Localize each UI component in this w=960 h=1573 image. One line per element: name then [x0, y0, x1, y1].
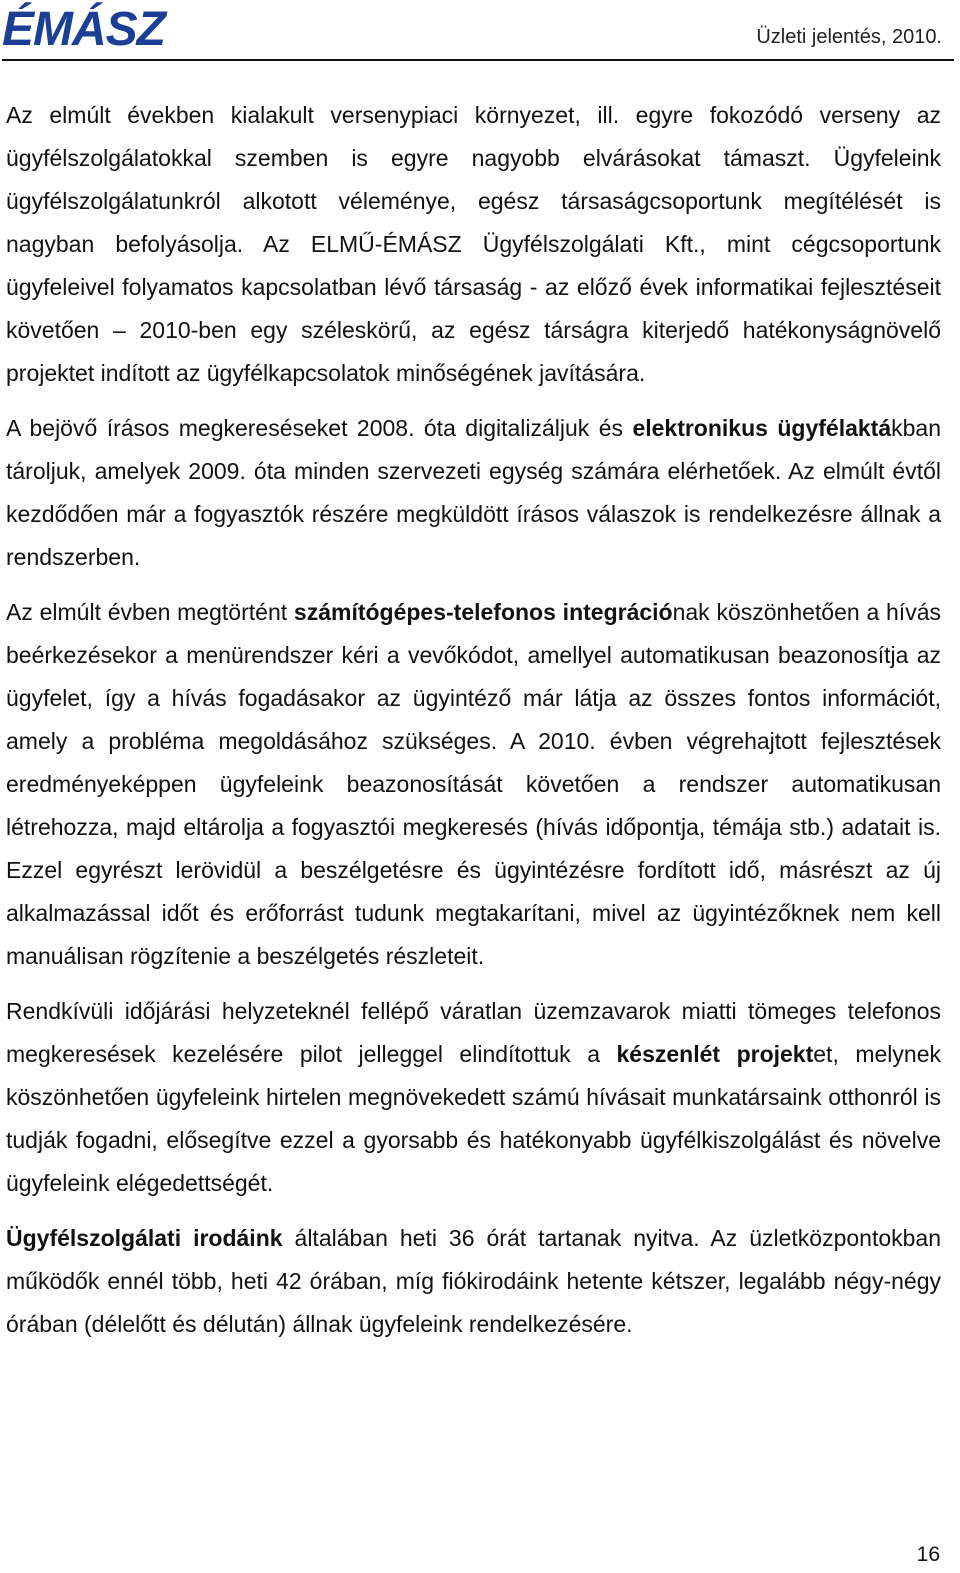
paragraph-text: A bejövő írásos megkereséseket 2008. óta digitalizáljuk és: [6, 415, 633, 441]
paragraph-text: Rendkívüli időjárási helyzeteknél fellépő váratlan üzemzavarok miatti tömeges telefonos megkeresések kezelésére pilot jelleggel elindítottuk a: [6, 998, 941, 1067]
paragraph-4: [6, 990, 941, 1205]
page-header: [0, 0, 960, 62]
paragraph-5: [6, 1217, 941, 1346]
paragraph-1: [6, 94, 941, 395]
paragraph-text: általában heti 36 órát tartanak nyitva. Az üzletközpontokban működők ennél több, heti 42 órában, míg fiókirodáink hetente kétszer, legalább négy-négy órában (délelőtt és délután) állnak ügyfeleink rendelkezésére.: [6, 1225, 942, 1337]
paragraph-bold-text: elektronikus ügyfélaktá: [632, 415, 892, 441]
paragraph-bold-text: Ügyfélszolgálati irodáink: [6, 1225, 283, 1251]
emasz-logo: ÉMÁSZ: [2, 3, 165, 56]
header-divider: [2, 59, 954, 61]
paragraph-text: et, melynek köszönhetően ügyfeleink hirtelen megnövekedett számú hívásait munkatársaink otthonról is tudják fogadni, elősegítve ezzel a gyorsabb és hatékonyabb ügyfélkiszolgálást és növelve ügyfeleink elégedettségét.: [6, 1041, 941, 1196]
paragraph-text: nak köszönhetően a hívás beérkezésekor a menürendszer kéri a vevőkódot, amellyel automatikusan beazonosítja az ügyfelet, így a hívás fogadásakor az ügyintéző már látja az összes fontos információt, amely a probléma megoldásához szükséges. A 2010. évben végrehajtott fejlesztések eredményeképpen ügyfeleink beazonosítását követően a rendszer automatikusan létrehozza, majd eltárolja a fogyasztói megkeresés (hívás időpontja, témája stb.) adatait is. Ezzel egyrészt lerövidül a beszélgetésre és ügyintézésre fordított idő, másrészt az új alkalmazással időt és erőforrást tudunk megtakarítani, mivel az ügyintézőknek nem kell manuálisan rögzítenie a beszélgetés részleteit.: [6, 599, 941, 969]
paragraph-bold-text: számítógépes-telefonos integráció: [293, 599, 673, 625]
page-number: 16: [916, 1543, 940, 1566]
report-title: Üzleti jelentés, 2010.: [756, 26, 942, 48]
document-body: [6, 94, 941, 1358]
paragraph-2: [6, 407, 941, 579]
paragraph-text: kban tároljuk, amelyek 2009. óta minden szervezeti egység számára elérhetőek. Az elmúlt évtől kezdődően már a fogyasztók részére megküldött írásos válaszok is rendelkezésre állnak a rendszerben.: [6, 415, 941, 570]
paragraph-bold-text: készenlét projekt: [616, 1041, 814, 1067]
paragraph-text: Az elmúlt években kialakult versenypiaci környezet, ill. egyre fokozódó verseny az ügyfélszolgálatokkal szemben is egyre nagyobb elvárásokat támaszt. Ügyfeleink ügyfélszolgálatunkról alkotott véleménye, egész társaságcsoportunk megítélését is nagyban befolyásolja. Az ELMŰ-ÉMÁSZ Ügyfélszolgálati Kft., mint cégcsoportunk ügyfeleivel folyamatos kapcsolatban lévő társaság - az előző évek informatikai fejlesztéseit követően – 2010-ben egy széleskörű, az egész társágra kiterjedő hatékonyságnövelő projektet indított az ügyfélkapcsolatok minőségének javítására.: [6, 102, 941, 386]
paragraph-text: Az elmúlt évben megtörtént: [6, 599, 294, 625]
paragraph-3: [6, 591, 941, 978]
